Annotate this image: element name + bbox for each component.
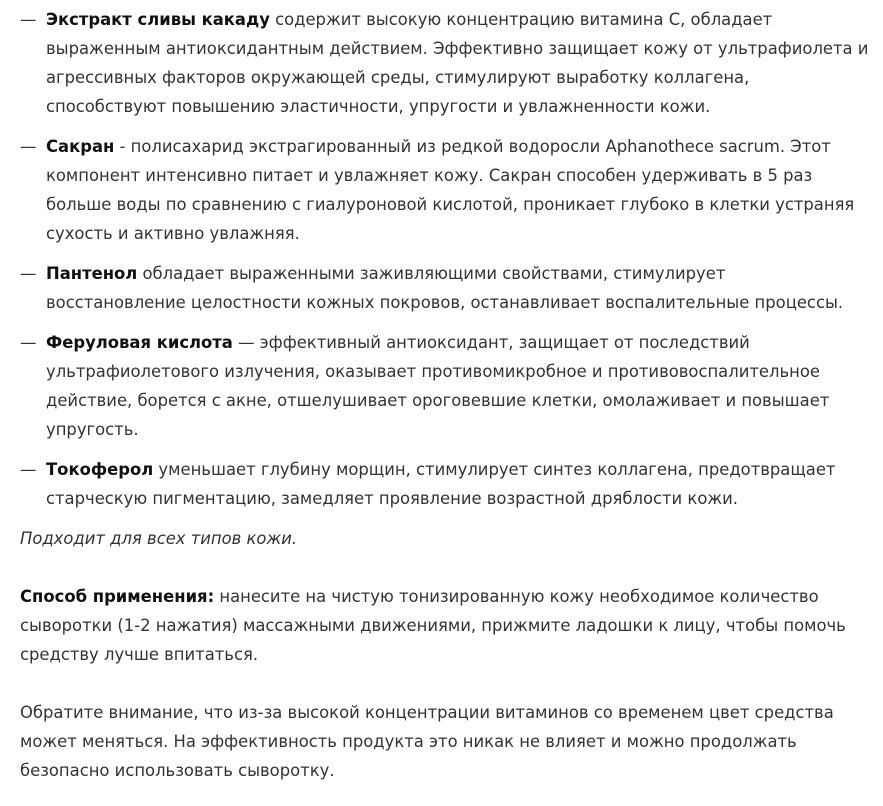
ingredient-description: содержит высокую концентрацию витамина С, обладает выраженным антиоксидантным действием. Эффективно защищает кожу от ультрафиолета и агрессивных факторов окружающей среды, стимулируют выработку коллагена, способствуют повышению эластичности, упругости и увлажненности кожи.: [46, 10, 869, 116]
ingredient-name: Феруловая кислота: [46, 333, 233, 352]
list-dash: —: [20, 460, 37, 479]
list-dash: —: [20, 264, 37, 283]
ingredient-name: Пантенол: [46, 264, 138, 283]
ingredient-item: [20, 455, 870, 513]
ingredient-description: — эффективный антиоксидант, защищает от последствий ультрафиолетового излучения, оказывает противомикробное и противовоспалительное действие, борется с акне, отшелушивает ороговевшие клетки, омолаживает и повышает упругость.: [46, 333, 830, 439]
ingredient-description: - полисахарид экстрагированный из редкой водоросли Aphanothece sacrum. Этот компонент интенсивно питает и увлажняет кожу. Сакран способен удерживать в 5 раз больше воды по сравнению с гиалуроновой кислотой, проникает глубоко в клетки устраняя сухость и активно увлажняя.: [46, 137, 855, 243]
list-dash: —: [20, 10, 37, 29]
usage-instructions: [20, 582, 870, 669]
usage-text: нанесите на чистую тонизированную кожу необходимое количество сыворотки (1-2 нажатия) массажными движениями, прижмите ладошки к лицу, чтобы помочь средству лучше впитаться.: [20, 587, 846, 664]
ingredient-name: Токоферол: [46, 460, 154, 479]
list-dash: —: [20, 137, 37, 156]
ingredient-item: [20, 5, 870, 121]
usage-label: Способ применения:: [20, 587, 215, 606]
ingredient-name: Экстракт сливы какаду: [46, 10, 270, 29]
ingredient-item: [20, 132, 870, 248]
ingredient-item: [20, 259, 870, 317]
ingredient-name: Сакран: [46, 137, 115, 156]
ingredient-item: [20, 328, 870, 444]
ingredient-list: [20, 5, 870, 513]
ingredient-description: обладает выраженными заживляющими свойствами, стимулирует восстановление целостности кожных покровов, останавливает воспалительные процессы.: [46, 264, 844, 312]
ingredient-description: уменьшает глубину морщин, стимулирует синтез коллагена, предотвращает старческую пигментацию, замедляет проявление возрастной дряблости кожи.: [46, 460, 836, 508]
list-dash: —: [20, 333, 37, 352]
color-change-notice: Обратите внимание, что из-за высокой концентрации витаминов со временем цвет средства может меняться. На эффективность продукта это никак не влияет и можно продолжать безопасно использовать сыворотку.: [20, 703, 834, 780]
skin-type-note: Подходит для всех типов кожи.: [20, 529, 298, 548]
